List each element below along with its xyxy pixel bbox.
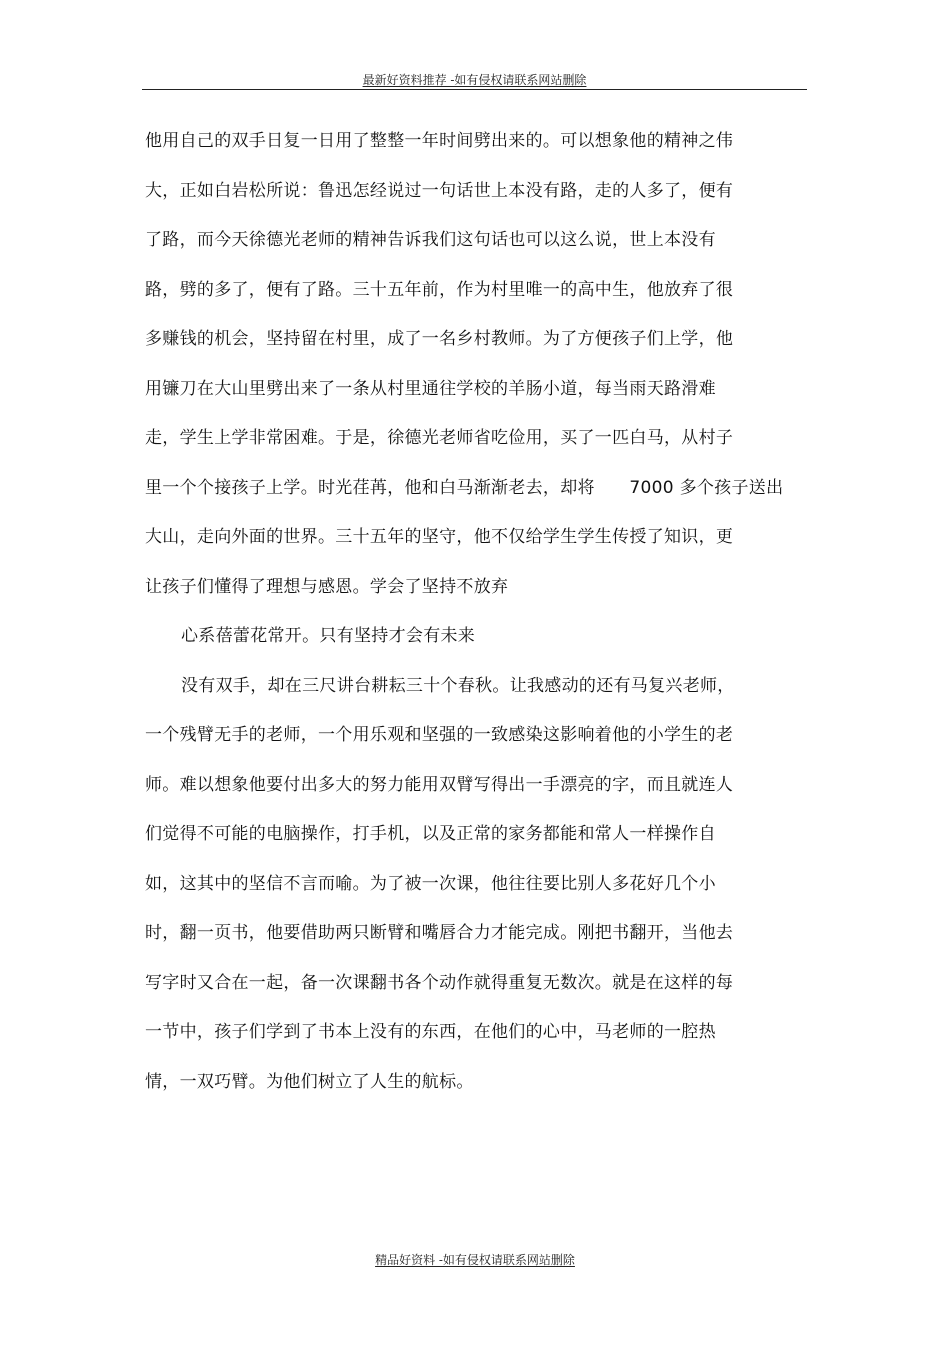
text-line: 走，学生上学非常困难。于是，徐德光老师省吃俭用，买了一匹白马，从村子: [145, 428, 734, 448]
paragraph-heading: 心系蓓蕾花常开。只有坚持才会有未来: [181, 626, 476, 646]
footer-text: 精品好资料 -如有侵权请联系网站删除: [375, 1253, 575, 1267]
text-line: 大，正如白岩松所说：鲁迅怎经说过一句话世上本没有路，走的人多了，便有: [145, 180, 734, 201]
header-text: 最新好资料推荐 -如有侵权请联系网站删除: [362, 73, 587, 87]
text-line: 里一个个接孩子上学。时光荏苒，他和白马渐渐老去，却将 7000 多个孩子送出: [145, 477, 784, 498]
text-line: 师。难以想象他要付出多大的努力能用双臂写得出一手漂亮的字，而且就连人: [145, 774, 734, 795]
text-line: 一节中，孩子们学到了书本上没有的东西，在他们的心中，马老师的一腔热: [145, 1022, 716, 1042]
text-line: 了路，而今天徐德光老师的精神告诉我们这句话也可以这么说，世上本没有: [145, 230, 716, 250]
page-header: [142, 72, 807, 88]
text-line: 一个残臂无手的老师，一个用乐观和坚强的一致感染这影响着他的小学生的老: [145, 725, 734, 745]
text-line: 多赚钱的机会，坚持留在村里，成了一名乡村教师。为了方便孩子们上学，他: [145, 329, 734, 349]
text-line: 用镰刀在大山里劈出来了一条从村里通往学校的羊肠小道，每当雨天路滑难: [145, 378, 716, 399]
text-line: 让孩子们懂得了理想与感恩。学会了坚持不放弃: [145, 576, 509, 597]
text-line: 写字时又合在一起，备一次课翻书各个动作就得重复无数次。就是在这样的每: [145, 972, 734, 993]
text-line: 没有双手，却在三尺讲台耕耘三十个春秋。让我感动的还有马复兴老师，: [181, 675, 735, 696]
text-line: 路，劈的多了，便有了路。三十五年前，作为村里唯一的高中生，他放弃了很: [145, 279, 734, 300]
text-line: 如，这其中的坚信不言而喻。为了被一次课，他往往要比别人多花好几个小: [145, 873, 716, 894]
text-line: 大山，走向外面的世界。三十五年的坚守，他不仅给学生学生传授了知识，更: [145, 527, 734, 547]
page-footer: [0, 1252, 950, 1268]
text-line: 他用自己的双手日复一日用了整整一年时间劈出来的。可以想象他的精神之伟: [145, 131, 734, 151]
text-line: 时，翻一页书，他要借助两只断臂和嘴唇合力才能完成。刚把书翻开，当他去: [145, 923, 734, 943]
document-body: [145, 129, 825, 1119]
header-rule: [142, 89, 807, 90]
text-line: 们觉得不可能的电脑操作，打手机，以及正常的家务都能和常人一样操作自: [145, 824, 716, 844]
text-line: 情，一双巧臂。为他们树立了人生的航标。: [145, 1071, 474, 1092]
